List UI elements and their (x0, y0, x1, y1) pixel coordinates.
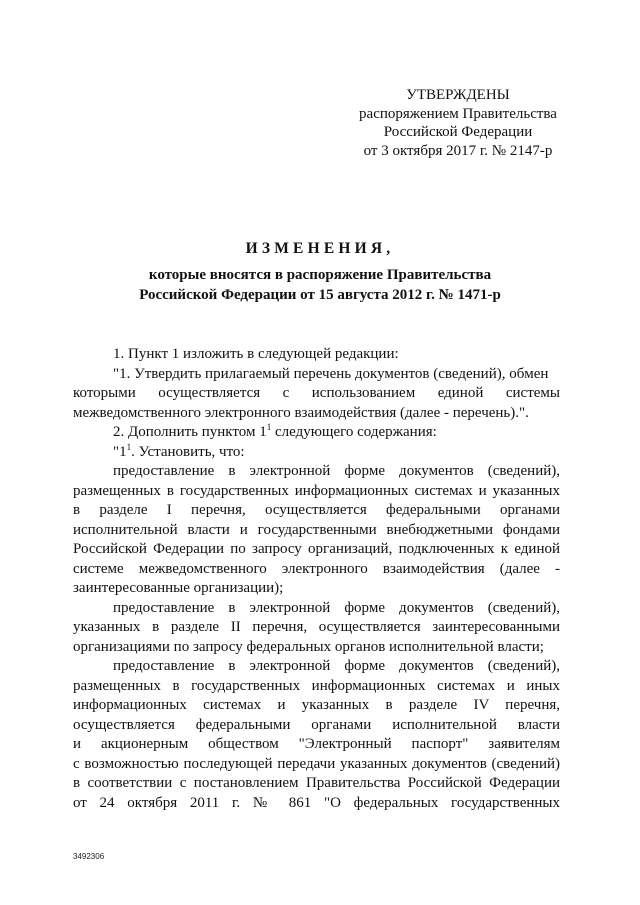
document-subtitle (80, 265, 560, 305)
subtitle-line-2: Российской Федерации от 15 августа 2012 г. № 1471-р (139, 287, 501, 303)
body-line: предоставление в электронной форме документов (сведений), (113, 658, 560, 674)
body-line: в соответствии с постановлением Правительства Российской Федерации (73, 775, 560, 791)
body-line: системе межведомственного электронного взаимодействия (далее - (73, 560, 560, 577)
approval-block (340, 86, 576, 160)
body-line (73, 423, 560, 443)
subtitle-line-1: которые вносятся в распоряжение Правительства (148, 267, 492, 283)
body-line: размещенных в государственных информационных системах и иных (73, 677, 560, 694)
body-line: 1. Пункт 1 изложить в следующей редакции: (113, 346, 399, 362)
document-body (73, 345, 560, 813)
body-text: следующего содержания: (271, 424, 437, 440)
body-line: размещенных в государственных информационных системах и указанных (73, 482, 560, 499)
body-text: "1 (113, 443, 127, 460)
body-line: от 24 октября 2011 г. № 861 "О федеральных государственных (73, 794, 560, 811)
superscript: 1 (126, 441, 132, 452)
body-text: 2. Дополнить пунктом 1 (113, 424, 267, 440)
body-line: межведомственного электронного взаимодействия (далее - перечень).". (73, 404, 529, 421)
body-line: "1. Утвердить прилагаемый перечень документов (сведений), обмен (113, 365, 549, 382)
body-line: с возможностью последующей передачи указанных документов (сведений) (73, 755, 560, 772)
body-line (73, 443, 560, 463)
document-title: ИЗМЕНЕНИЯ, (245, 240, 395, 257)
body-line: в разделе I перечня, осуществляется федеральными органами (73, 502, 560, 518)
body-line: которыми осуществляется с использованием единой системы (73, 385, 560, 401)
superscript: 1 (266, 422, 272, 432)
body-line: исполнительной власти и государственными внебюджетными фондами (73, 521, 560, 538)
approval-heading: УТВЕРЖДЕНЫ (406, 87, 510, 103)
body-line: информационных системах и указанных в разделе IV перечня, (73, 697, 560, 713)
body-line: осуществляется федеральными органами исполнительной власти (73, 716, 560, 733)
body-line: и акционерным обществом "Электронный паспорт" заявителям (73, 736, 560, 752)
body-line: указанных в разделе II перечня, осуществляется заинтересованными (73, 619, 560, 635)
approval-line-1: распоряжением Правительства (359, 105, 557, 122)
body-line: организациями по запросу федеральных органов исполнительной власти; (73, 638, 544, 655)
body-text: . Установить, что: (131, 443, 245, 460)
body-line: заинтересованные организации); (73, 580, 284, 596)
body-line: предоставление в электронной форме документов (сведений), (113, 599, 560, 616)
body-line: Российской Федерации по запросу организаций, подключенных к единой (73, 541, 560, 557)
document-id: 3492306 (73, 852, 105, 861)
body-line: предоставление в электронной форме документов (сведений), (113, 463, 560, 479)
approval-line-3: от 3 октября 2017 г. № 2147-р (363, 142, 553, 159)
approval-line-2: Российской Федерации (383, 124, 533, 140)
